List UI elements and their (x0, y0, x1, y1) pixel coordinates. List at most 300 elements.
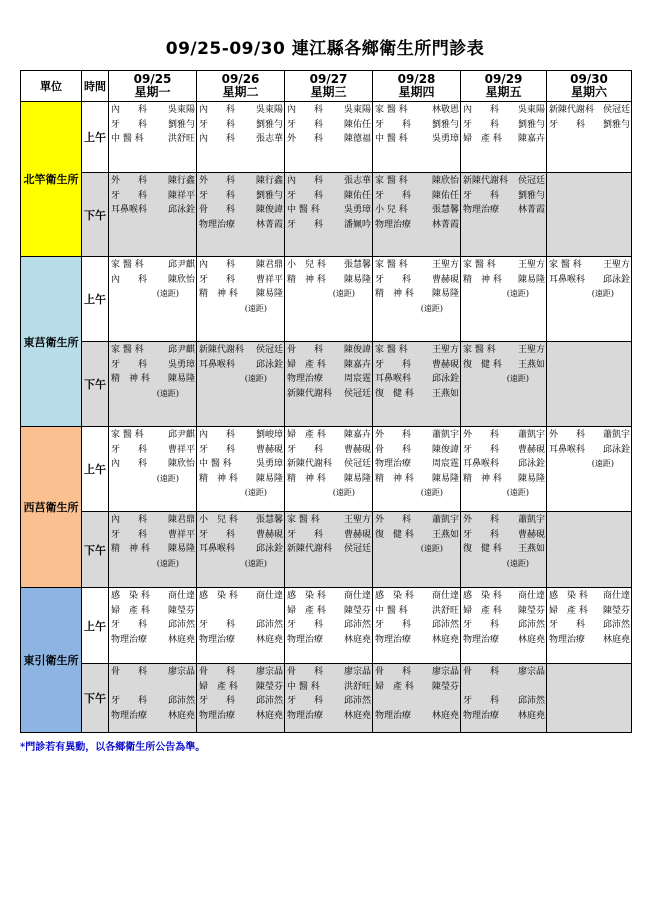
day-date: 09/25 (133, 72, 172, 86)
doctor-name: 商仕達 (167, 591, 195, 601)
doctor-name: 林庭堯 (167, 710, 195, 721)
clinic-entry (375, 709, 459, 724)
doctor-name: 陳嘉卉 (517, 134, 545, 144)
doctor-name: 曹赫硯 (343, 529, 371, 540)
doctor-name: 洪舒旺 (343, 681, 371, 692)
schedule-row-pm (21, 512, 632, 588)
schedule-row-am (21, 588, 632, 664)
doctor-name: 曹祥平 (167, 529, 195, 540)
clinic-entry (287, 443, 371, 458)
doctor-name: 陳易隆 (431, 473, 459, 484)
schedule-cell (461, 664, 547, 733)
doctor-name: 曹赫硯 (517, 529, 545, 540)
department: 復 健 科 (463, 359, 502, 370)
clinic-entry (463, 472, 545, 487)
clinic-entry (549, 258, 630, 273)
department: 婦 產 科 (463, 605, 502, 616)
doctor-name: 陳欣怡 (167, 459, 195, 469)
clinic-entry (375, 189, 459, 204)
clinic-entry (375, 528, 459, 543)
doctor-name: 張慧馨 (255, 515, 283, 525)
unit-name: 西莒衛生所 (21, 427, 82, 588)
doctor-name: 林庭堯 (517, 634, 545, 645)
department: 耳鼻喉科 (463, 459, 500, 469)
department: 牙 科 (111, 696, 148, 706)
doctor-name: 張志華 (255, 134, 283, 144)
department: 牙 科 (111, 190, 148, 201)
doctor-name: 邱泳銓 (602, 444, 630, 455)
day-date: 09/28 (397, 72, 436, 86)
schedule-row-am (21, 257, 632, 342)
doctor-name: 陳欣怡 (431, 176, 459, 186)
department: 小 兒 科 (199, 515, 238, 525)
department: 牙 科 (375, 119, 412, 130)
doctor-name: 曹祥平 (255, 274, 283, 285)
department: 骨 科 (287, 345, 324, 355)
doctor-name: 王聖方 (431, 345, 459, 355)
clinic-entry (199, 665, 283, 680)
schedule-cell (197, 342, 285, 427)
department: 耳鼻喉科 (199, 359, 236, 370)
doctor-name: 曹赫硯 (431, 274, 459, 285)
day-weekday: 星期四 (398, 85, 435, 99)
department: 耳鼻喉科 (549, 444, 586, 455)
clinic-entry (111, 513, 195, 528)
clinic-entry (199, 457, 283, 472)
clinic-entry (287, 132, 371, 147)
clinic-entry (375, 287, 459, 302)
doctor-name: 陳祥平 (167, 190, 195, 201)
doctor-name: 吳勇璋 (167, 359, 195, 370)
department: 精 神 科 (287, 274, 326, 285)
period-label: 上午 (82, 257, 109, 342)
clinic-entry (287, 358, 371, 373)
doctor-name: 陳易隆 (517, 473, 545, 484)
day-date: 09/29 (484, 72, 523, 86)
department: 耳鼻喉科 (549, 274, 586, 285)
schedule-cell (373, 427, 461, 512)
doctor-name: 周宸霆 (431, 459, 459, 469)
doctor-name: 林菁霞 (255, 219, 283, 230)
clinic-entry (199, 103, 283, 118)
department: 物理治療 (375, 219, 412, 230)
unit-name: 東莒衛生所 (21, 257, 82, 427)
schedule-cell (197, 427, 285, 512)
clinic-entry (463, 528, 545, 543)
doctor-name: 陳嘉卉 (343, 430, 371, 440)
clinic-entry (111, 633, 195, 648)
clinic-entry (199, 428, 283, 443)
department: 新陳代謝科 (287, 388, 333, 399)
doctor-name: 曹赫硯 (517, 444, 545, 455)
department: 復 健 科 (375, 388, 414, 399)
department: 物理治療 (463, 634, 500, 645)
department: 婦 產 科 (463, 134, 502, 144)
department: 物理治療 (375, 459, 412, 469)
department: 外 科 (463, 515, 500, 525)
clinic-entry (287, 273, 371, 288)
department: 感 染 科 (375, 591, 414, 601)
department: 骨 科 (199, 205, 236, 215)
department: 外 科 (199, 176, 236, 186)
clinic-entry (199, 709, 283, 724)
department: 精 神 科 (287, 473, 326, 484)
department: 牙 科 (287, 529, 324, 540)
doctor-name: 陳瑩芬 (431, 681, 459, 692)
doctor-name: 商仕達 (517, 591, 545, 601)
clinic-entry (463, 618, 545, 633)
clinic-entry (111, 604, 195, 619)
clinic-entry (375, 604, 459, 619)
day-header (547, 71, 632, 102)
clinic-entry (111, 457, 195, 472)
schedule-cell (547, 664, 632, 733)
schedule-cell (373, 588, 461, 664)
clinic-entry (287, 189, 371, 204)
remote-note: (遠距) (506, 488, 529, 497)
clinic-entry (111, 443, 195, 458)
clinic-entry (375, 618, 459, 633)
clinic-entry (463, 118, 545, 133)
department: 婦 產 科 (199, 681, 238, 692)
clinic-entry (287, 604, 371, 619)
day-date: 09/30 (570, 72, 608, 86)
doctor-name: 吳東陽 (167, 105, 195, 115)
clinic-entry (199, 589, 283, 604)
department: 精 神 科 (375, 473, 414, 484)
doctor-name: 陳行鑫 (167, 176, 195, 186)
period-label: 上午 (82, 102, 109, 173)
clinic-entry (111, 428, 195, 443)
department: 新陳代謝科 (463, 176, 509, 186)
clinic-entry (287, 457, 371, 472)
doctor-name: 侯冠廷 (343, 388, 371, 399)
clinic-entry (375, 428, 459, 443)
clinic-entry (287, 665, 371, 680)
doctor-name: 陳嘉卉 (343, 359, 371, 370)
schedule-cell (197, 173, 285, 257)
doctor-name: 邱沛然 (255, 620, 283, 630)
doctor-name: 陳俊諱 (343, 345, 371, 355)
doctor-name: 王燕如 (431, 529, 459, 540)
doctor-name: 王燕如 (517, 359, 545, 370)
doctor-name: 陳欣怡 (167, 274, 195, 285)
department: 物理治療 (199, 710, 236, 721)
clinic-entry (463, 428, 545, 443)
schedule-cell (461, 102, 547, 173)
remote-note: (遠距) (156, 289, 179, 298)
doctor-name: 商仕達 (343, 591, 371, 601)
doctor-name: 林庭堯 (255, 710, 283, 721)
clinic-entry (199, 258, 283, 273)
department: 物理治療 (375, 710, 412, 721)
department: 牙 科 (287, 444, 324, 455)
doctor-name: 吳勇璋 (255, 459, 283, 469)
clinic-entry (111, 203, 195, 218)
day-weekday: 星期五 (485, 85, 522, 99)
department: 物理治療 (463, 205, 500, 215)
remote-note: (遠距) (244, 374, 267, 383)
clinic-entry (111, 665, 195, 680)
remote-note: (遠距) (506, 289, 529, 298)
clinic-entry (463, 542, 545, 557)
department: 感 染 科 (111, 591, 150, 601)
clinic-entry (549, 103, 630, 118)
schedule-cell (197, 257, 285, 342)
clinic-entry (199, 542, 283, 557)
doctor-name: 張志華 (343, 176, 371, 186)
schedule-cell (197, 664, 285, 733)
clinic-entry (199, 680, 283, 695)
unit-name: 北竿衛生所 (21, 102, 82, 257)
clinic-schedule-table (20, 70, 632, 733)
day-weekday: 星期一 (134, 85, 171, 99)
doctor-name: 劉雅勻 (255, 119, 283, 130)
clinic-entry (549, 589, 630, 604)
doctor-name: 王聖方 (517, 260, 545, 270)
remote-note: (遠距) (506, 374, 529, 383)
department: 外 科 (111, 176, 148, 186)
doctor-name: 侯冠廷 (517, 176, 545, 186)
day-header (461, 71, 547, 102)
department: 家 醫 科 (375, 176, 408, 186)
clinic-entry (111, 189, 195, 204)
doctor-name: 林庭堯 (517, 710, 545, 721)
remote-note: (遠距) (156, 558, 179, 568)
clinic-entry (111, 103, 195, 118)
clinic-entry (375, 273, 459, 288)
clinic-entry (111, 528, 195, 543)
doctor-name: 劉雅勻 (602, 119, 630, 130)
doctor-name: 曹赫硯 (255, 444, 283, 455)
doctor-name: 林庭堯 (343, 710, 371, 721)
department: 精 神 科 (199, 473, 238, 484)
schedule-cell (109, 342, 197, 427)
doctor-name: 張慧馨 (431, 205, 459, 215)
doctor-name: 陳易隆 (167, 544, 195, 554)
doctor-name: 林庭堯 (602, 634, 630, 645)
department: 精 神 科 (111, 544, 150, 554)
clinic-entry (199, 633, 283, 648)
clinic-entry (199, 287, 283, 302)
period-label: 上午 (82, 588, 109, 664)
department: 牙 科 (463, 696, 500, 706)
doctor-name: 邱尹麒 (167, 430, 195, 440)
doctor-name: 潘姵吟 (343, 219, 371, 230)
remote-note: (遠距) (332, 488, 355, 497)
doctor-name: 林庭堯 (343, 634, 371, 645)
doctor-name: 邱沛然 (167, 696, 195, 706)
doctor-name: 邱沛然 (343, 620, 371, 630)
department: 外 科 (463, 430, 500, 440)
schedule-cell (285, 257, 373, 342)
clinic-entry (463, 343, 545, 358)
doctor-name: 陳瑩芬 (343, 605, 371, 616)
clinic-entry (375, 665, 459, 680)
department: 骨 科 (375, 444, 412, 455)
schedule-cell (373, 342, 461, 427)
schedule-cell (109, 427, 197, 512)
department: 牙 科 (549, 119, 586, 130)
clinic-entry (287, 513, 371, 528)
department: 牙 科 (287, 190, 324, 201)
doctor-name: 張慧馨 (343, 260, 371, 270)
doctor-name: 陳易隆 (343, 473, 371, 484)
department: 精 神 科 (199, 289, 238, 299)
department: 物理治療 (111, 634, 148, 645)
doctor-name: 曹赫硯 (343, 444, 371, 455)
clinic-entry (287, 542, 371, 557)
clinic-entry (111, 118, 195, 133)
department: 牙 科 (111, 529, 148, 540)
schedule-cell (285, 102, 373, 173)
schedule-cell (547, 512, 632, 588)
clinic-entry (463, 665, 545, 680)
clinic-entry (199, 132, 283, 147)
doctor-name: 陳佑任 (343, 190, 371, 201)
unit-header: 單位 (21, 71, 82, 102)
schedule-cell (461, 257, 547, 342)
clinic-entry (199, 358, 283, 373)
doctor-name: 林菁霞 (431, 219, 459, 230)
clinic-entry (463, 174, 545, 189)
doctor-name: 邱沛然 (255, 696, 283, 706)
remote-note: (遠距) (244, 558, 267, 568)
day-weekday: 星期二 (222, 85, 259, 99)
doctor-name: 王聖方 (431, 260, 459, 270)
doctor-name: 陳君鼎 (255, 260, 283, 270)
schedule-cell (547, 257, 632, 342)
schedule-cell (547, 588, 632, 664)
doctor-name: 蕭凱宇 (431, 515, 459, 525)
clinic-entry (375, 472, 459, 487)
doctor-name: 廖宗晶 (343, 667, 371, 677)
doctor-name: 陳易隆 (517, 274, 545, 285)
doctor-name: 洪舒旺 (167, 134, 195, 144)
department: 家 醫 科 (549, 260, 582, 270)
clinic-entry (287, 203, 371, 218)
clinic-entry (375, 203, 459, 218)
department: 牙 科 (375, 274, 412, 285)
doctor-name: 王燕如 (517, 544, 545, 554)
schedule-cell (285, 512, 373, 588)
department: 牙 科 (463, 444, 500, 455)
department: 牙 科 (199, 620, 236, 630)
schedule-cell (461, 427, 547, 512)
doctor-name: 蕭凱宇 (602, 430, 630, 440)
doctor-name: 邱沛然 (167, 620, 195, 630)
doctor-name: 邱泳銓 (255, 359, 283, 370)
doctor-name: 廖宗晶 (255, 667, 283, 677)
clinic-entry (375, 174, 459, 189)
clinic-entry (287, 343, 371, 358)
department: 牙 科 (111, 359, 148, 370)
schedule-cell (285, 173, 373, 257)
department: 外 科 (375, 515, 412, 525)
clinic-entry (287, 103, 371, 118)
department: 物理治療 (287, 374, 324, 384)
department: 家 醫 科 (287, 515, 320, 525)
clinic-entry (111, 132, 195, 147)
department: 外 科 (287, 134, 324, 144)
clinic-entry (549, 273, 630, 288)
department: 牙 科 (287, 119, 324, 130)
clinic-entry (111, 358, 195, 373)
remote-note: (遠距) (244, 488, 267, 497)
schedule-cell (373, 173, 461, 257)
doctor-name: 邱沛然 (602, 620, 630, 630)
doctor-name: 吳東陽 (343, 105, 371, 115)
clinic-entry (375, 633, 459, 648)
doctor-name: 商仕達 (431, 591, 459, 601)
doctor-name: 吳東陽 (255, 105, 283, 115)
doctor-name: 陳俊諱 (255, 205, 283, 215)
clinic-entry (111, 709, 195, 724)
department: 內 科 (463, 105, 500, 115)
page-title: 09/25-09/30 連江縣各鄉衛生所門診表 (165, 39, 485, 59)
doctor-name: 陳瑩芬 (255, 681, 283, 692)
department: 耳鼻喉科 (199, 544, 236, 554)
clinic-entry (375, 343, 459, 358)
doctor-name: 陳德福 (343, 134, 371, 144)
clinic-entry (375, 358, 459, 373)
doctor-name: 邱泳銓 (167, 205, 195, 215)
clinic-entry (375, 457, 459, 472)
schedule-cell (547, 342, 632, 427)
clinic-entry (111, 618, 195, 633)
clinic-entry (199, 618, 283, 633)
department: 內 科 (199, 260, 236, 270)
department: 物理治療 (199, 634, 236, 645)
clinic-entry (287, 709, 371, 724)
department: 牙 科 (199, 529, 236, 540)
clinic-entry (111, 680, 195, 695)
remote-note: (遠距) (591, 459, 614, 468)
department: 婦 產 科 (111, 605, 150, 616)
doctor-name: 邱沛然 (517, 620, 545, 630)
department: 牙 科 (111, 444, 148, 455)
clinic-entry (375, 387, 459, 402)
department: 牙 科 (287, 219, 324, 230)
doctor-name: 陳瑩芬 (602, 605, 630, 616)
department: 內 科 (111, 105, 148, 115)
department: 牙 科 (111, 119, 148, 130)
department: 中 醫 科 (199, 459, 232, 469)
doctor-name: 吳勇璋 (343, 205, 371, 215)
clinic-entry (463, 513, 545, 528)
schedule-cell (373, 102, 461, 173)
period-label: 下午 (82, 512, 109, 588)
doctor-name: 邱泳銓 (517, 459, 545, 469)
department: 精 神 科 (375, 289, 414, 299)
day-weekday: 星期三 (310, 85, 347, 99)
department: 新陳代謝科 (199, 345, 245, 355)
clinic-entry (199, 604, 283, 619)
department: 復 健 科 (375, 529, 414, 540)
department: 外 科 (549, 430, 586, 440)
clinic-entry (199, 118, 283, 133)
department: 新陳代謝科 (549, 105, 595, 115)
doctor-name: 陳俊諱 (431, 444, 459, 455)
clinic-entry (549, 443, 630, 458)
clinic-entry (287, 472, 371, 487)
remote-note: (遠距) (156, 388, 179, 398)
department: 家 醫 科 (375, 345, 408, 355)
schedule-cell (547, 173, 632, 257)
department: 家 醫 科 (463, 345, 496, 355)
clinic-entry (375, 103, 459, 118)
clinic-entry (463, 103, 545, 118)
